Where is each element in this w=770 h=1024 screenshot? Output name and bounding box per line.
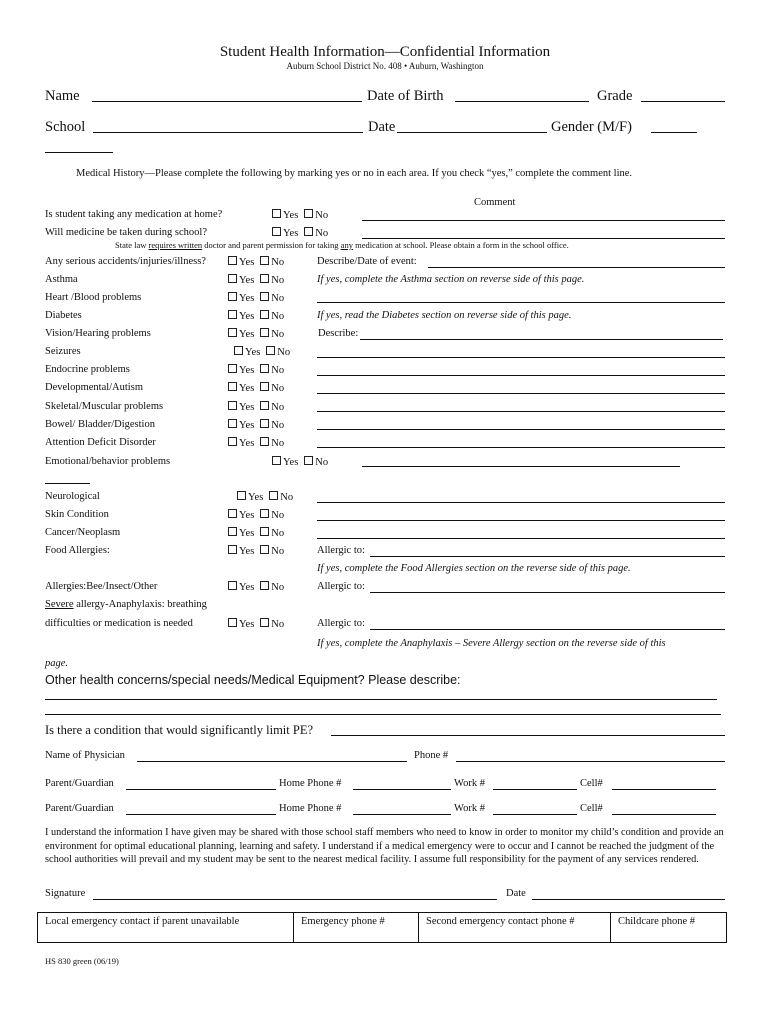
gender-field-cont[interactable]	[45, 152, 113, 153]
date-field[interactable]	[397, 132, 547, 133]
no-label: No	[271, 420, 285, 431]
yes-label: Yes	[239, 510, 255, 521]
checkbox-no[interactable]	[304, 227, 313, 236]
checkbox-no[interactable]	[269, 491, 278, 500]
parent1-home-line[interactable]	[353, 789, 451, 790]
checkbox-yes[interactable]	[228, 401, 237, 410]
food-comment-label: Allergic to:	[317, 545, 365, 556]
bowel-label: Bowel/ Bladder/Digestion	[45, 419, 155, 430]
asthma-yes-no	[228, 274, 284, 286]
pe-question-line[interactable]	[331, 735, 725, 736]
severe-comment-line[interactable]	[370, 629, 725, 630]
checkbox-no[interactable]	[260, 419, 269, 428]
comment-header: Comment	[474, 197, 516, 208]
yes-label: Yes	[248, 492, 264, 503]
diabetes-note: If yes, read the Diabetes section on reverse side of this page.	[317, 310, 572, 321]
signature-label: Signature	[45, 888, 86, 899]
parent1-cell-line[interactable]	[612, 789, 716, 790]
bee-label: Allergies:Bee/Insect/Other	[45, 581, 158, 592]
yes-label: Yes	[239, 257, 255, 268]
yes-label: Yes	[239, 619, 255, 630]
consent-paragraph: I understand the information I have given may be shared with those school staff members who need to know in order to monitor my child’s condition and provide an environment for optimal educational planning, learning and safety. I understand if a medical emergency were to occur and I cannot be reached the judgment of the school authorities will prevail and my student may be sent to the nearest medical facility. I assume full responsibility for the payment of any services rendered.	[45, 827, 724, 865]
checkbox-yes[interactable]	[234, 346, 243, 355]
no-label: No	[315, 228, 329, 239]
skin-comment-line[interactable]	[317, 520, 725, 521]
medication-school-label: Will medicine be taken during school?	[45, 227, 207, 238]
name-field[interactable]	[92, 101, 362, 102]
checkbox-no[interactable]	[260, 364, 269, 373]
checkbox-no[interactable]	[260, 618, 269, 627]
state-law-e: medication at school. Please obtain a form in the school office.	[352, 240, 569, 250]
checkbox-yes[interactable]	[228, 292, 237, 301]
other-concerns-line-1[interactable]	[45, 699, 717, 700]
developmental-label: Developmental/Autism	[45, 382, 143, 393]
checkbox-no[interactable]	[260, 274, 269, 283]
no-label: No	[271, 582, 285, 593]
parent2-cell-line[interactable]	[612, 814, 716, 815]
checkbox-yes[interactable]	[228, 328, 237, 337]
state-law-d: any	[340, 240, 353, 250]
parent2-work-line[interactable]	[493, 814, 577, 815]
parent2-home-label: Home Phone #	[279, 803, 342, 814]
yes-label: Yes	[239, 546, 255, 557]
skeletal-comment-line[interactable]	[317, 411, 725, 412]
checkbox-yes[interactable]	[228, 581, 237, 590]
checkbox-yes[interactable]	[228, 364, 237, 373]
yes-label: Yes	[283, 457, 299, 468]
yes-label: Yes	[283, 210, 299, 221]
bee-comment-label: Allergic to:	[317, 581, 365, 592]
parent1-work-line[interactable]	[493, 789, 577, 790]
no-label: No	[271, 438, 285, 449]
add-label: Attention Deficit Disorder	[45, 437, 156, 448]
table-divider	[610, 913, 611, 942]
add-yes-no	[228, 437, 284, 449]
yes-label: Yes	[239, 582, 255, 593]
physician-line[interactable]	[137, 761, 407, 762]
parent1-cell-label: Cell#	[580, 778, 603, 789]
no-label: No	[315, 457, 329, 468]
medical-history-intro: Medical History—Please complete the following by marking yes or no in each area. If you check “yes,” complete the comment line.	[76, 168, 633, 179]
checkbox-no[interactable]	[304, 456, 313, 465]
no-label: No	[271, 257, 285, 268]
form-code: HS 830 green (06/19)	[45, 956, 119, 966]
signature-line[interactable]	[93, 899, 497, 900]
grade-field[interactable]	[641, 101, 725, 102]
bee-comment-line[interactable]	[370, 592, 725, 593]
no-label: No	[315, 210, 329, 221]
add-comment-line[interactable]	[317, 447, 725, 448]
state-law-note	[115, 240, 569, 250]
neurological-yes-no	[237, 491, 293, 503]
yes-label: Yes	[239, 383, 255, 394]
accidents-label: Any serious accidents/injuries/illness?	[45, 256, 206, 267]
checkbox-yes[interactable]	[228, 256, 237, 265]
table-divider	[293, 913, 294, 942]
medication-home-yes-no	[272, 209, 328, 221]
checkbox-no[interactable]	[260, 328, 269, 337]
cancer-label: Cancer/Neoplasm	[45, 527, 121, 538]
physician-label: Name of Physician	[45, 750, 125, 761]
no-label: No	[271, 383, 285, 394]
grade-label: Grade	[597, 88, 633, 104]
severe-yes-no	[228, 618, 284, 630]
emotional-yes-no	[272, 456, 328, 468]
other-concerns-label: Other health concerns/special needs/Medical Equipment? Please describe:	[45, 673, 461, 687]
heart-comment-line[interactable]	[317, 302, 725, 303]
medication-home-comment-line[interactable]	[362, 220, 725, 221]
checkbox-no[interactable]	[304, 209, 313, 218]
parent2-work-label: Work #	[454, 803, 485, 814]
parent2-line[interactable]	[126, 814, 276, 815]
signature-date-label: Date	[506, 888, 526, 899]
heart-yes-no	[228, 292, 284, 304]
bowel-yes-no	[228, 419, 284, 431]
no-label: No	[271, 365, 285, 376]
checkbox-yes[interactable]	[272, 456, 281, 465]
yes-label: Yes	[283, 228, 299, 239]
severe-comment-label: Allergic to:	[317, 618, 365, 629]
anaphylaxis-note: If yes, complete the Anaphylaxis – Severe Allergy section on the reverse side of this	[317, 638, 666, 649]
checkbox-yes[interactable]	[228, 382, 237, 391]
severe-label-1	[45, 599, 207, 610]
accidents-yes-no	[228, 256, 284, 268]
no-label: No	[277, 347, 291, 358]
seizures-label: Seizures	[45, 346, 81, 357]
physician-phone-line[interactable]	[456, 761, 725, 762]
no-label: No	[271, 510, 285, 521]
signature-date-line[interactable]	[532, 899, 725, 900]
skeletal-yes-no	[228, 401, 284, 413]
other-concerns-line-2[interactable]	[45, 714, 721, 715]
no-label: No	[280, 492, 294, 503]
physician-phone-label: Phone #	[414, 750, 449, 761]
no-label: No	[271, 275, 285, 286]
endocrine-label: Endocrine problems	[45, 364, 130, 375]
checkbox-no[interactable]	[260, 382, 269, 391]
asthma-note: If yes, complete the Asthma section on reverse side of this page.	[317, 274, 585, 285]
accidents-comment-label: Describe/Date of event:	[317, 256, 417, 267]
bowel-comment-line[interactable]	[317, 429, 725, 430]
neurological-comment-line[interactable]	[317, 502, 725, 503]
checkbox-no[interactable]	[260, 401, 269, 410]
seizures-comment-line[interactable]	[317, 357, 725, 358]
checkbox-yes[interactable]	[228, 310, 237, 319]
checkbox-yes[interactable]	[228, 509, 237, 518]
no-label: No	[271, 311, 285, 322]
parent2-cell-label: Cell#	[580, 803, 603, 814]
no-label: No	[271, 402, 285, 413]
medication-school-comment-line[interactable]	[362, 238, 725, 239]
checkbox-yes[interactable]	[272, 209, 281, 218]
second-emergency-contact-cell[interactable]: Second emergency contact phone #	[426, 916, 575, 927]
medication-home-label: Is student taking any medication at home?	[45, 209, 223, 220]
checkbox-yes[interactable]	[228, 527, 237, 536]
parent2-label: Parent/Guardian	[45, 803, 114, 814]
heart-label: Heart /Blood problems	[45, 292, 142, 303]
yes-label: Yes	[239, 311, 255, 322]
endocrine-comment-line[interactable]	[317, 375, 725, 376]
parent1-line[interactable]	[126, 789, 276, 790]
anaphylaxis-note-page: page.	[45, 658, 69, 669]
school-field[interactable]	[93, 132, 363, 133]
yes-label: Yes	[239, 329, 255, 340]
cancer-comment-line[interactable]	[317, 538, 725, 539]
emotional-label: Emotional/behavior problems	[45, 456, 171, 467]
checkbox-yes[interactable]	[228, 437, 237, 446]
endocrine-yes-no	[228, 364, 284, 376]
no-label: No	[271, 329, 285, 340]
yes-label: Yes	[239, 365, 255, 376]
yes-label: Yes	[239, 528, 255, 539]
asthma-label: Asthma	[45, 274, 78, 285]
emergency-contact-table	[37, 912, 727, 943]
checkbox-yes[interactable]	[228, 274, 237, 283]
parent1-label: Parent/Guardian	[45, 778, 114, 789]
yes-label: Yes	[239, 438, 255, 449]
neurological-label: Neurological	[45, 491, 100, 502]
seizures-yes-no	[234, 346, 290, 358]
page-title: Student Health Information—Confidential Information	[219, 44, 551, 60]
childcare-phone-cell[interactable]: Childcare phone #	[618, 916, 695, 927]
diabetes-label: Diabetes	[45, 310, 82, 321]
vision-comment-label: Describe:	[318, 328, 359, 339]
checkbox-no[interactable]	[260, 545, 269, 554]
yes-label: Yes	[239, 402, 255, 413]
severe-label-2: difficulties or medication is needed	[45, 618, 193, 629]
checkbox-no[interactable]	[260, 527, 269, 536]
table-divider	[418, 913, 419, 942]
diabetes-yes-no	[228, 310, 284, 322]
yes-label: Yes	[239, 293, 255, 304]
gender-label: Gender (M/F)	[551, 119, 632, 135]
severe-word: Severe	[45, 599, 74, 610]
local-emergency-contact-cell[interactable]: Local emergency contact if parent unavailable	[45, 916, 240, 927]
checkbox-no[interactable]	[260, 256, 269, 265]
vision-comment-line[interactable]	[360, 339, 723, 340]
medication-school-yes-no	[272, 227, 328, 239]
vision-yes-no	[228, 328, 284, 340]
checkbox-no[interactable]	[260, 292, 269, 301]
checkbox-yes[interactable]	[272, 227, 281, 236]
state-law-b: requires written	[148, 240, 203, 250]
no-label: No	[271, 546, 285, 557]
name-label: Name	[45, 88, 80, 104]
skin-label: Skin Condition	[45, 509, 109, 520]
pe-question-label: Is there a condition that would significantly limit PE?	[45, 723, 314, 737]
school-label: School	[45, 119, 86, 135]
no-label: No	[271, 293, 285, 304]
bee-yes-no	[228, 581, 284, 593]
checkbox-no[interactable]	[260, 310, 269, 319]
checkbox-no[interactable]	[260, 437, 269, 446]
skeletal-label: Skeletal/Muscular problems	[45, 401, 164, 412]
page-subtitle: Auburn School District No. 408 • Auburn, Washington	[286, 61, 484, 71]
vision-label: Vision/Hearing problems	[45, 328, 151, 339]
checkbox-yes[interactable]	[237, 491, 246, 500]
no-label: No	[271, 619, 285, 630]
food-note: If yes, complete the Food Allergies section on the reverse side of this page.	[317, 563, 631, 574]
parent1-home-label: Home Phone #	[279, 778, 342, 789]
date-label: Date	[368, 119, 396, 135]
severe-rest: allergy-Anaphylaxis: breathing	[73, 599, 207, 610]
state-law-a: State law	[115, 240, 149, 250]
yes-label: Yes	[239, 420, 255, 431]
developmental-yes-no	[228, 382, 284, 394]
accidents-comment-line[interactable]	[428, 267, 725, 268]
checkbox-no[interactable]	[260, 581, 269, 590]
checkbox-yes[interactable]	[228, 419, 237, 428]
parent2-home-line[interactable]	[353, 814, 451, 815]
yes-label: Yes	[239, 275, 255, 286]
dob-field[interactable]	[455, 101, 589, 102]
emergency-phone-cell[interactable]: Emergency phone #	[301, 916, 385, 927]
checkbox-yes[interactable]	[228, 618, 237, 627]
checkbox-yes[interactable]	[228, 545, 237, 554]
parent1-work-label: Work #	[454, 778, 485, 789]
dob-label: Date of Birth	[367, 88, 444, 104]
yes-label: Yes	[245, 347, 261, 358]
developmental-comment-line[interactable]	[317, 393, 725, 394]
food-comment-line[interactable]	[370, 556, 725, 557]
food-yes-no	[228, 545, 284, 557]
emotional-comment-line-cont[interactable]	[45, 483, 90, 484]
food-label: Food Allergies:	[45, 545, 110, 556]
no-label: No	[271, 528, 285, 539]
cancer-yes-no	[228, 527, 284, 539]
checkbox-no[interactable]	[260, 509, 269, 518]
skin-yes-no	[228, 509, 284, 521]
state-law-c: doctor and parent permission for taking	[202, 240, 341, 250]
gender-field[interactable]	[651, 132, 697, 133]
emotional-comment-line[interactable]	[362, 466, 680, 467]
checkbox-no[interactable]	[266, 346, 275, 355]
